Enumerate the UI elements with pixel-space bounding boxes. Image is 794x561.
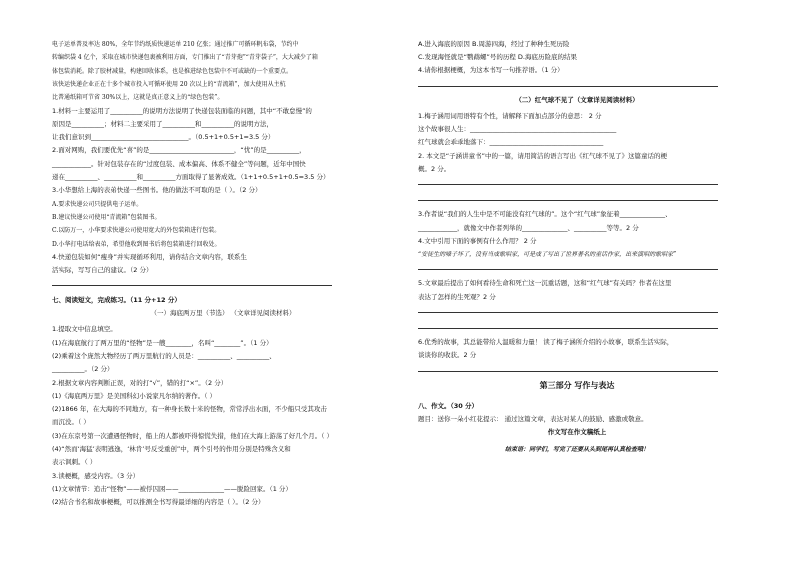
text-line: “安徒生的嗓子坏了，没有当成歌唱家，可是成了写出了世界著名的童话作家，出来演唱的歌唱家” — [418, 251, 677, 258]
text-line: 4.请你根据梗概，为这本书写一句推荐语。（1 分） — [418, 66, 564, 75]
text-line: 第三部分 写作与表达 — [539, 380, 615, 390]
text-line: 2.面对网购，我们要优先“喜”的是__________________________，“忧”的是__________， — [52, 146, 306, 155]
answer-line — [418, 184, 718, 185]
text-line: C.发现海怪就是“鹦鹉螺”号的历程 D.海底历险底的结果 — [418, 53, 577, 62]
text-line: 1.材料一主要运用了__________的说明方法说明了快递包装面临的问题，其中“不敢怠慢”的 — [52, 106, 312, 115]
text-line: 转编织袋 4 亿个，采取在城市快递包裹被利用方面，专门推出了“青芽孢”“青芽袋子”，大大减少了箱 — [52, 54, 318, 62]
answer-line — [418, 86, 718, 87]
text-line: 3.小华想给上海的表弟快递一些图书。他的做法不可取的是（ ）。（2 分） — [52, 186, 262, 195]
text-line: 1.梅子涵用词用语特有个性，请解释下面加点部分的意思： 2 分 — [418, 112, 602, 120]
text-line: 作文写在作文稿纸上 — [547, 428, 607, 437]
text-line: (2)1866 年，在大海的不同地方，有一种身长数十米的怪物，常常浮出水面，不少船只受其攻击 — [52, 405, 327, 414]
text-line: 原因是__________；材料二主要采用了__________和__________的说明方法， — [52, 119, 273, 128]
text-line: 这个故事很人生：_____________________________________________ — [418, 125, 617, 134]
text-line: ____________，就像文中作者列举的______________、__________等等。2 分 — [418, 223, 639, 232]
text-line: 3.作者说“我们的人生中是不可能没有红气球的”。这个“红气球”象征着______________、 — [418, 210, 672, 219]
answer-line — [418, 371, 718, 372]
text-line: 体包装消耗。除了胶材减量，构建回收体系，也是推进绿色包装中不可或缺的一个重要点。 — [52, 67, 293, 75]
text-line: 表达了怎样的生死观？2 分 — [418, 292, 496, 301]
text-line: 让我们意识到______________________________。（0.5+1+0.5+1=3.5 分） — [52, 133, 275, 142]
text-line: 5.文章最后提出了如何看待生命和死亡这一沉重话题，这和“红气球”有关吗？作者在这里 — [418, 279, 672, 288]
text-line: 谈谈你的收获。2 分 — [418, 351, 477, 360]
text-line: 七、阅读短文，完成练习。（11 分+12 分） — [52, 295, 181, 304]
answer-line — [418, 269, 718, 270]
answer-line — [52, 285, 332, 286]
text-line: 4.快递包装如何“瘦身”并实现循环利用，请你结合文章内容，联系生 — [52, 252, 247, 261]
text-line: (1)文章情节：追击“怪物”——被俘囚困——______________——脱险回家。（1 分） — [52, 484, 292, 493]
text-line: ____________。针对包装存在的“过度包装、成本偏高、体系不健全”等问题，近年中国快 — [52, 159, 306, 168]
text-line: 1.提取文中信息填空。 — [52, 325, 117, 334]
text-line: C.以防万一，小华要求快递公司使用宽大的外包装箱进行包装。 — [52, 227, 221, 235]
text-line: (1)《海底两万里》是美国科幻小说家凡尔纳的著作。（ ） — [52, 391, 217, 400]
text-line: __________。（2 分） — [52, 365, 114, 374]
text-line: A.要求快递公司只提供电子运单。 — [52, 200, 143, 208]
text-line: 该快运快递企业正在十多个城市投入可循环使用 20 次以上的“青流箱”，加大使用从主杭 — [52, 80, 286, 88]
text-line: B.建议快递公司使用“青流箱”包装图书。 — [52, 213, 161, 221]
text-line: （二）红气球不见了（文章详见阅读材料） — [515, 95, 639, 104]
text-line: (2)结合书名和故事梗概，可以推测全书写得最详细的内容是（ ）。（2 分） — [52, 498, 265, 507]
text-line: 红气球就会乖乖地落下：___________________________________ — [418, 138, 604, 147]
text-line: 活实际，写写自己的建议。（2 分） — [52, 266, 153, 275]
text-line: (2)乘着这个庞然大物经历了两万里航行的人员是：__________、__________、 — [52, 351, 276, 360]
answer-line — [418, 328, 718, 329]
text-line: 而沉没。（ ） — [52, 418, 90, 427]
text-line: 2.根据文章内容判断正误，对的打“√”，错的打“×”。（2 分） — [52, 378, 228, 387]
text-line: A.进入海底的原因 B.周游四海，经过了种种生死历险 — [418, 40, 570, 48]
text-line: (3)在东京号第一次遭遇怪物时，船上的人都被吓得惊慌失措，他们在大海上游荡了好几个月。（ ） — [52, 431, 334, 440]
text-line: 八、作文。（30 分） — [418, 402, 479, 410]
text-line: (1)在海底航行了两万里的“怪物”是一艘________，名叫“________”。（1 分） — [52, 338, 273, 347]
text-line: 6.优秀的故事，其总能带给人温暖和力量！ 读了梅子涵所介绍的小故事，联系生活实际， — [418, 338, 674, 347]
text-line: （一）海底两万里（节选） （文章详见阅读材料） — [150, 309, 296, 317]
text-line: 概。2 分。 — [418, 164, 451, 173]
text-line: (4)“然而‘海猛’表明逃逸，‘林肯’号反受重创”中，两个引号的作用分别是特殊含义和 — [52, 445, 291, 453]
text-line: D.小华打电话给表弟，希望他收到图书后将包装箱进行回收处。 — [52, 240, 221, 248]
text-line: 4.文中引用下面的事例有什么作用？ 2 分 — [418, 236, 537, 245]
answer-line — [418, 312, 718, 313]
text-line: 结束语：同学们，写完了还要从头到尾再认真检查哦！ — [504, 445, 649, 453]
text-line: 3.读梗概，感受内容。（3 分） — [52, 471, 140, 480]
text-line: 表示讽刺。（ ） — [52, 458, 97, 467]
text-line: 2. 本文是“子涵讲童书”中的一篇，请用简洁的语言写出《红气球不见了》这篇童话的梗 — [418, 151, 668, 160]
text-line: 电子运单普及率达 80%，全年节约纸质快递运单 210 亿张；通过推广可循环帆布袋，节约中 — [52, 41, 299, 48]
text-line: 题目：送你一朵小红花提示： 通过这篇文章，表达对某人的鼓励、感激或敬意。 — [418, 415, 648, 424]
text-line: 比普通纸箱可节省 30%以上，这就是真正意义上的“绿色包装”。 — [52, 94, 224, 102]
text-line: 递在__________、__________和__________方面取得了显著成效。（1+1+0.5+1+0.5=3.5 分） — [52, 173, 330, 181]
answer-line — [418, 200, 718, 201]
